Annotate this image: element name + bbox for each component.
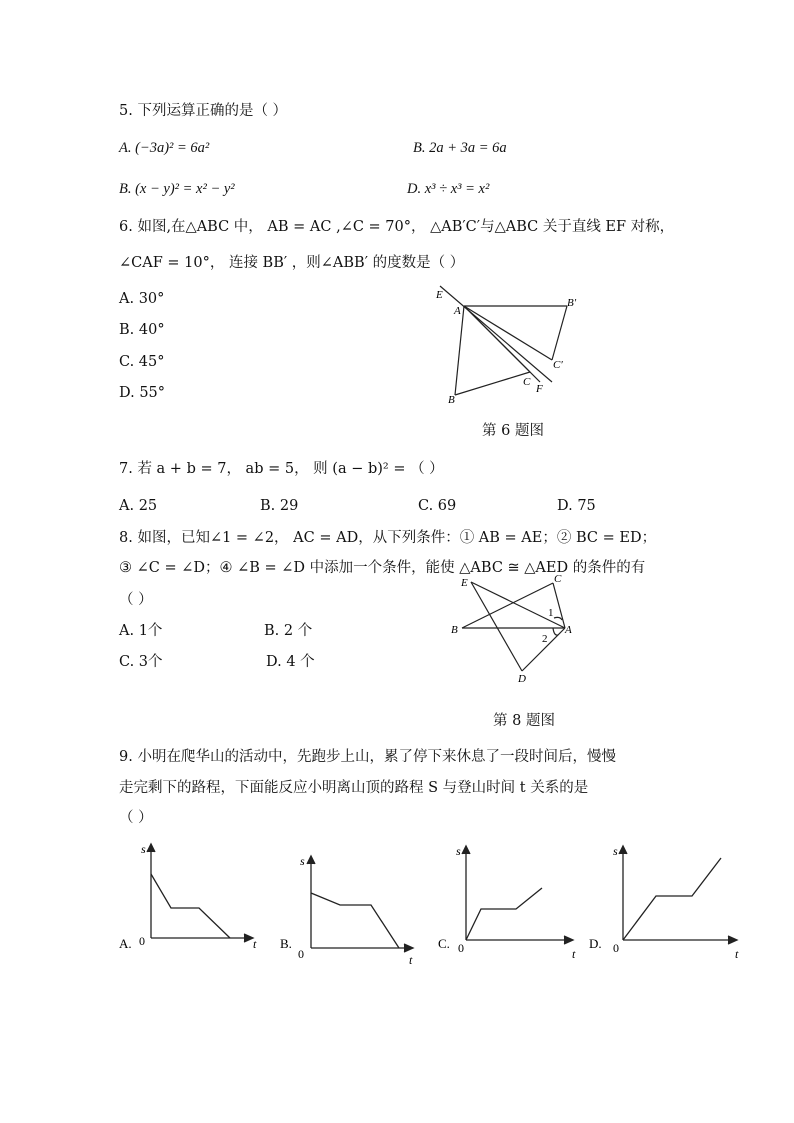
q9-graph-c-t-label: t [572, 947, 576, 961]
q9-graph-b[interactable] [278, 848, 438, 978]
q9-graph-b-origin: 0 [298, 947, 304, 961]
q8-seg-ea [471, 582, 565, 628]
q9-graph-b-curve [311, 893, 399, 948]
q8-label-e: E [461, 577, 468, 589]
q6-seg-ab [455, 306, 464, 395]
q8-option-b[interactable]: B. 2 个 [264, 623, 313, 639]
q8-stem-line2: ③ ∠C = ∠D；④ ∠B = ∠D 中添加一个条件，能使 △ABC ≅ △AED 的条件的有 [119, 560, 646, 576]
q8-figure-caption: 第 8 题图 [493, 713, 555, 729]
q8-option-d[interactable]: D. 4 个 [266, 654, 315, 670]
q9-graph-b-s-label: s [300, 854, 305, 868]
q5-option-b[interactable]: B. 2a + 3a = 6a [413, 140, 507, 156]
q9-graph-d-curve [623, 858, 721, 940]
q9-graph-d-s-label: s [613, 844, 618, 858]
q5-option-a[interactable]: A. (−3a)² = 6a² [119, 140, 210, 156]
q6-label-b: B [448, 394, 455, 406]
q6-stem-line1: 6. 如图,在△ABC 中， AB = AC ,∠C = 70°， △AB′C′与△ABC 关于直线 EF 对称， [119, 219, 675, 235]
q7-option-d[interactable]: D. 75 [557, 498, 596, 514]
q9-graph-d-origin: 0 [613, 941, 619, 955]
q6-option-d[interactable]: D. 55° [119, 385, 166, 401]
q8-label-a: A [565, 624, 572, 636]
q9-graph-b-t-label: t [409, 953, 413, 967]
q9-stem-line1: 9. 小明在爬华山的活动中，先跑步上山，累了停下来休息了一段时间后，慢慢 [119, 749, 616, 765]
q7-option-b[interactable]: B. 29 [260, 498, 299, 514]
q9-graph-c[interactable] [436, 840, 596, 970]
q9-graph-d[interactable] [587, 840, 752, 970]
q9-graph-d-label: D. [589, 936, 602, 951]
q8-label-2: 2 [542, 633, 548, 645]
q9-graph-a[interactable] [117, 838, 277, 968]
q9-stem-line2: 走完剩下的路程，下面能反应小明离山顶的路程 S 与登山时间 t 关系的是 [119, 780, 589, 796]
q8-angle-2-arc [553, 628, 558, 635]
q8-label-c: C [554, 573, 562, 585]
q9-graph-c-s-label: s [456, 844, 461, 858]
q8-stem-line3: （ ） [119, 592, 153, 608]
q8-option-a[interactable]: A. 1个 [119, 623, 163, 639]
q8-label-1: 1 [548, 607, 554, 619]
q8-angle-1-arc [554, 617, 562, 620]
q6-seg-ab1-diag [464, 306, 540, 382]
q9-graph-c-origin: 0 [458, 941, 464, 955]
q8-seg-ac [553, 583, 565, 628]
q8-seg-ed [471, 582, 522, 671]
q6-label-e: E [436, 289, 443, 301]
q9-graph-d-t-label: t [735, 947, 739, 961]
q6-option-c[interactable]: C. 45° [119, 354, 165, 370]
q6-label-a: A [454, 305, 461, 317]
q5-option-c[interactable]: B. (x − y)² = x² − y² [119, 181, 235, 197]
q9-graph-a-origin: 0 [139, 934, 145, 948]
q6-line-ef [440, 286, 552, 382]
q8-label-b: B [451, 624, 458, 636]
q7-option-a[interactable]: A. 25 [119, 498, 158, 514]
q9-stem-line3: （ ） [119, 810, 153, 826]
q9-graph-a-label: A. [119, 936, 132, 951]
q6-option-b[interactable]: B. 40° [119, 322, 165, 338]
q7-stem: 7. 若 a + b = 7， ab = 5， 则 (a − b)² = （ ） [119, 461, 444, 477]
q6-figure-caption: 第 6 题图 [482, 423, 544, 439]
q9-graph-c-curve [466, 888, 542, 940]
q9-graph-a-s-label: s [141, 842, 146, 856]
q5-option-d[interactable]: D. x³ ÷ x³ = x² [407, 181, 490, 197]
q6-stem-line2: ∠CAF = 10°， 连接 BB′ ，则∠ABB′ 的度数是（ ） [119, 255, 465, 271]
q7-option-c[interactable]: C. 69 [418, 498, 457, 514]
q8-option-c[interactable]: C. 3个 [119, 654, 163, 670]
q9-graph-a-t-label: t [253, 937, 257, 951]
q9-graph-b-label: B. [280, 936, 292, 951]
q6-option-a[interactable]: A. 30° [119, 291, 165, 307]
q8-label-d: D [518, 673, 526, 685]
q6-label-b1: B′ [567, 297, 577, 309]
q5-stem: 5. 下列运算正确的是（ ） [119, 103, 288, 119]
q6-label-c1: C′ [553, 359, 563, 371]
q6-label-c: C [523, 376, 531, 388]
q6-seg-bc [455, 372, 530, 395]
q9-graph-c-label: C. [438, 936, 450, 951]
q6-seg-ac1 [464, 306, 552, 360]
q8-stem-line1: 8. 如图，已知∠1 = ∠2， AC = AD，从下列条件：① AB = AE；② BC = ED； [119, 530, 657, 546]
q8-figure [450, 573, 580, 688]
q6-seg-b1c1 [552, 306, 567, 360]
q6-figure [432, 284, 592, 409]
q6-label-f: F [536, 383, 543, 395]
q9-graph-a-curve [151, 874, 230, 938]
